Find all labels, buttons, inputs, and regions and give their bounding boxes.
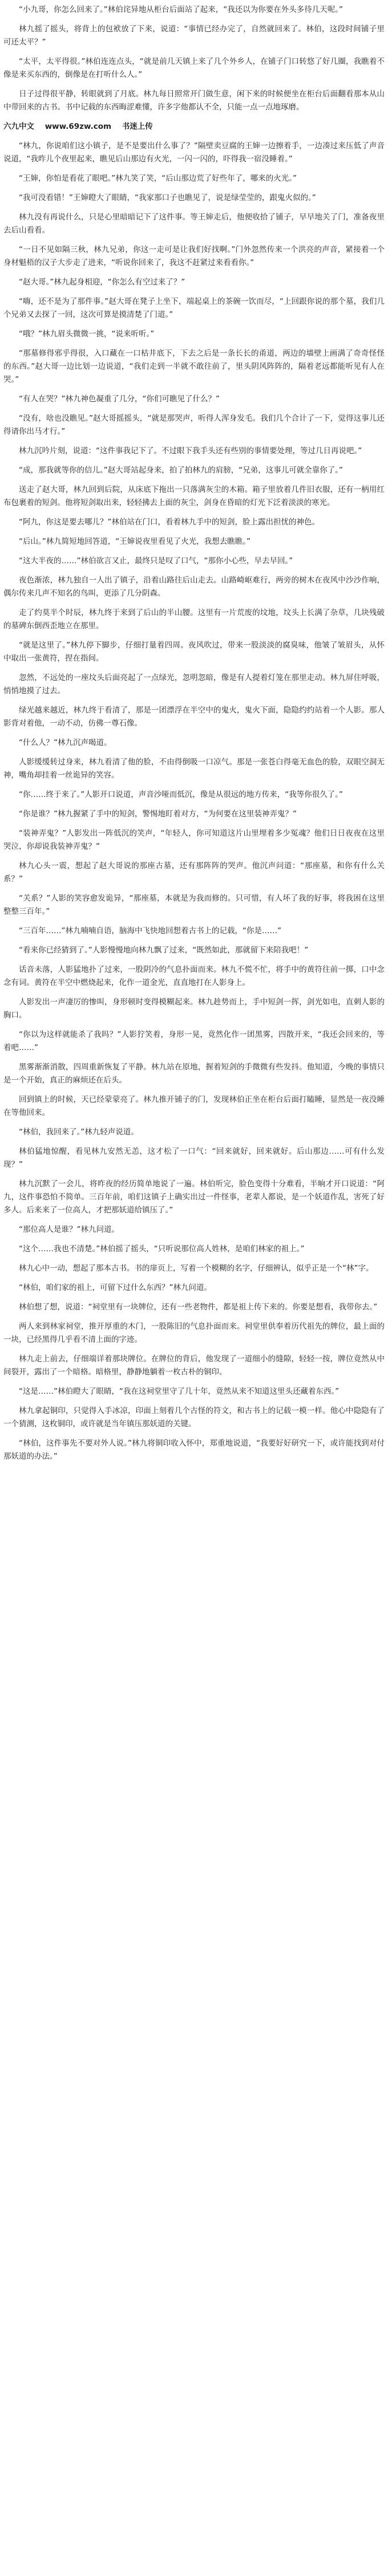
- paragraph: 日子过得很平静，转眼就到了月底。林九每日照常开门做生意，闲下来的时候便坐在柜台后面翻看那本从山中带回来的古书。书中记载的东西晦涩难懂，许多字他都认不全，只能一点一点地琢磨。: [3, 89, 385, 112]
- paragraph: “看来你已经猜到了。”人影慢慢地向林九飘了过来，“既然如此，那就留下来陪我吧！”: [19, 946, 309, 955]
- paragraph: 林九没有再说什么，只是心里暗暗记下了这件事。等王婶走后，他便收拾了铺子，早早地关了门，准备夜里去后山看看。: [3, 213, 385, 235]
- paragraph: “那墓修得邪乎得很，入口藏在一口枯井底下，下去之后是一条长长的甬道，两边的墙壁上画满了奇奇怪怪的东西。”赵大哥一边比划一边说道，“我们走到一半就不敢往前了，里头阴风阵阵的，隔着老远都能听见有人在哭。”: [3, 349, 385, 384]
- paragraph: “林九，你说咱们这小镇子，是不是要出什么事了？”隔壁卖豆腐的王婶一边擦着手，一边凑过来压低了声音说道，“我昨儿个夜里起来，瞧见后山那边有火光，一闪一闪的，吓得我一宿没睡着。”: [3, 141, 385, 164]
- paragraph: 林伯想了想，说道：“祠堂里有一块牌位，还有一些老物件，都是祖上传下来的。你要是想看，我带你去。”: [19, 1303, 378, 1312]
- paragraph: 林九沉吟片刻，说道：“这件事我记下了。不过眼下我手头还有些别的事情要处理，等过几日再说吧。”: [19, 446, 362, 455]
- paragraph: 忽然，不远处的一座坟头后面亮起了一点绿光，忽明忽暗，像是有人提着灯笼在那里走动。林九屏住呼吸，悄悄地摸了过去。: [3, 673, 385, 695]
- paragraph: “我可没看错！”王婶瞪大了眼睛，“我家那口子也瞧见了，说是绿莹莹的，跟鬼火似的。”: [19, 193, 316, 202]
- paragraph: “你……终于来了。”人影开口说道，声音沙哑而低沉，像是从很远的地方传来，“我等你很久了。”: [19, 790, 343, 799]
- paragraph: 走了约莫半个时辰，林九终于来到了后山的半山腰。这里有一片荒废的坟地，坟头上长满了杂草，几块残破的墓碑东倒西歪地立在那里。: [3, 608, 385, 630]
- paragraph: “装神弄鬼？”人影发出一阵低沉的笑声，“年轻人，你可知道这片山里埋着多少冤魂？他们日日夜夜在这里哭泣，你却说我装神弄鬼？”: [3, 829, 385, 851]
- paragraph: “有人在哭？”林九神色凝重了几分，“你们可瞧见了什么？”: [19, 394, 220, 404]
- paragraph: “林伯，我回来了。”林九轻声说道。: [19, 1128, 139, 1137]
- paragraph: “这是……”林伯瞪大了眼睛，“我在这祠堂里守了几十年，竟然从来不知道这里头还藏着东西。”: [19, 1387, 340, 1396]
- paragraph: 林九拿起铜印，只觉得入手冰凉，印面上刻着几个古怪的符文，和古书上的记载一模一样。他心中隐隐有了一个猜测，这枚铜印，或许就是当年镇压那妖道的关键。: [3, 1406, 385, 1429]
- paragraph: “哦？”林九眉头微微一挑，“说来听听。”: [19, 329, 155, 339]
- paragraph: 林伯猛地惊醒，看见林九安然无恙，这才松了一口气：“回来就好，回来就好。后山那边……可有什么发现？”: [3, 1147, 385, 1169]
- paragraph: “林伯，咱们家的祖上，可留下过什么东西？”林九问道。: [19, 1283, 212, 1292]
- paragraph: “小九哥，你怎么回来了。”林伯诧异地从柜台后面站了起来，“我还以为你要在外头多待几天呢。”: [19, 5, 343, 14]
- paragraph: 送走了赵大哥，林九回到后院，从床底下拖出一只落满灰尘的木箱。箱子里放着几件旧衣服，还有一柄用红布包裹着的短剑。他将短剑取出来，轻轻拂去上面的灰尘，剑身在昏暗的灯光下泛着淡淡的寒光。: [3, 485, 385, 507]
- paragraph: “这个……我也不清楚。”林伯摇了摇头，“只听说那位高人姓林，是咱们林家的祖上。”: [19, 1244, 305, 1254]
- paragraph: 人影发出一声凄厉的惨叫，身形顿时变得模糊起来。林九趁势而上，手中短剑一挥，剑光如电，直刺人影的胸口。: [3, 998, 385, 1020]
- paragraph: “阿九，你这是要去哪儿？”林伯站在门口，看着林九手中的短剑，脸上露出担忧的神色。: [19, 518, 320, 527]
- paragraph: “王婶，你怕是看花了眼吧。”林九笑了笑，“后山那边荒了好些年了，哪来的火光。”: [19, 174, 297, 183]
- site-url: www.69zw.com: [45, 122, 112, 131]
- paragraph: “赵大哥。”林九起身相迎，“你怎么有空过来了？”: [19, 278, 185, 287]
- paragraph: “就是这里了。”林九停下脚步，仔细打量着四周。夜风吹过，带来一股淡淡的腐臭味，他皱了皱眉头，从怀中取出一张黄符，捏在指间。: [3, 641, 385, 663]
- paragraph: “关系？”人影的笑容愈发诡异，“那座墓，本就是为我而修的。只可惜，有人坏了我的好事，将我困在这里整整三百年。”: [3, 894, 385, 916]
- site-name: 六九中文: [3, 122, 34, 131]
- paragraph: 绿光越来越近，林九终于看清了，那是一团漂浮在半空中的鬼火，鬼火下面，隐隐约约站着一个人影。那人影背对着他，一动不动，仿佛一尊石像。: [3, 706, 385, 728]
- paragraph: “你以为这样就能杀了我吗？”人影狞笑着，身形一晃，竟然化作一团黑雾，四散开来，“我还会回来的，等着吧……”: [3, 1030, 385, 1052]
- paragraph: 林九心头一震，想起了赵大哥说的那座古墓，还有那阵阵的哭声。他沉声问道：“那座墓，和你有什么关系？”: [3, 861, 385, 884]
- article-body-top: [3, 3, 385, 114]
- article-body-main: [3, 140, 385, 1463]
- paragraph: “那位高人是谁？”林九问道。: [19, 1225, 119, 1234]
- paragraph: 林九心中一动，想起了那本古书。书的扉页上，写着一个模糊的名字，仔细辨认，似乎正是一个“林”字。: [19, 1264, 374, 1273]
- source-banner: [3, 120, 385, 133]
- paragraph: “成，那我就等你的信儿。”赵大哥站起身来，拍了拍林九的肩膀，“兄弟，这事儿可就全靠你了。”: [19, 466, 343, 475]
- paragraph: “你是谁？”林九握紧了手中的短剑，警惕地盯着对方，“为何要在这里装神弄鬼？”: [19, 809, 297, 819]
- paragraph: “林伯，这件事先不要对外人说。”林九将铜印收入怀中，郑重地说道，“我要好好研究一下，或许能找到对付那妖道的办法。”: [3, 1439, 385, 1461]
- paragraph: 回到镇上的时候，天已经蒙蒙亮了。林九推开铺子的门，发现林伯正坐在柜台后面打瞌睡，显然是一夜没睡在等他回来。: [3, 1095, 385, 1117]
- site-tagline: 书迷上传: [122, 122, 153, 131]
- paragraph: 林九摇了摇头，将背上的包袱放了下来，说道：“事情已经办完了，自然就回来了。林伯，这段时间铺子里可还太平？”: [3, 25, 385, 47]
- paragraph: “一日不见如隔三秋，林九兄弟，你这一走可是让我们好找啊。”门外忽然传来一个洪亮的声音，紧接着一个身材魁梧的汉子大步走了进来，“听说你回来了，我这不赶紧过来看看你。”: [3, 245, 385, 267]
- paragraph: 林九沉默了一会儿，将昨夜的经历简单地说了一遍。林伯听完，脸色变得十分难看，半晌才开口说道：“阿九，这件事恐怕不简单。三百年前，咱们这镇子上确实出过一件怪事，老辈人都说，是一个妖道作乱，害死了好多人。后来来了一位高人，才把那妖道给镇压了。”: [3, 1179, 385, 1215]
- paragraph: 两人来到林家祠堂，推开厚重的木门，一股陈旧的气息扑面而来。祠堂里供奉着历代祖先的牌位，最上面的一块，已经黑得几乎看不清上面的字迹。: [3, 1322, 385, 1344]
- paragraph: 黑雾渐渐消散，四周重新恢复了平静。林九站在原地，握着短剑的手微微有些发抖。他知道，今晚的事情只是一个开始，真正的麻烦还在后头。: [3, 1063, 385, 1085]
- paragraph: 林九走上前去，仔细端详着那块牌位。在牌位的背后，他发现了一道细小的缝隙，轻轻一按，牌位竟然从中间裂开，露出了一个暗格。暗格里，静静地躺着一枚古朴的铜印。: [3, 1354, 385, 1377]
- paragraph: 人影缓缓转过身来，林九看清了他的脸，不由得倒吸一口凉气。那是一张苍白得毫无血色的脸，双眼空洞无神，嘴角却挂着一丝诡异的笑容。: [3, 758, 385, 780]
- paragraph: “后山。”林九简短地回答道，“王婶说夜里看见了火光，我想去瞧瞧。”: [19, 537, 250, 546]
- paragraph: 话音未落，人影猛地扑了过来，一股阴冷的气息扑面而来。林九不慌不忙，将手中的黄符往前一掷，口中念念有词。黄符在半空中燃烧起来，化作一道金光，直直地打在人影身上。: [3, 965, 385, 987]
- paragraph: “什么人？”林九沉声喝道。: [19, 738, 112, 747]
- paragraph: 夜色渐浓，林九独自一人出了镇子，沿着山路往后山走去。山路崎岖难行，两旁的树木在夜风中沙沙作响，偶尔传来几声不知名的鸟叫，更添了几分阴森。: [3, 576, 385, 598]
- paragraph: “三百年……”林九喃喃自语，脑海中飞快地回想着古书上的记载，“你是……”: [19, 926, 281, 935]
- paragraph: “没有，啥也没瞧见。”赵大哥摇摇头，“就是那哭声，听得人浑身发毛。我们几个合计了一下，觉得这事儿还得请你出马才行。”: [3, 414, 385, 436]
- paragraph: “太平，太平得很。”林伯连连点头，“就是前几天镇上来了几个外乡人，在铺子门口转悠了好几圈，我瞧着不像是来买东西的，倒像是在打听什么人。”: [3, 57, 385, 79]
- paragraph: “这大半夜的……”林伯欲言又止，最终只是叹了口气，“那你小心些，早去早回。”: [19, 556, 293, 565]
- paragraph: “嗨，还不是为了那件事。”赵大哥在凳子上坐下，端起桌上的茶碗一饮而尽，“上回跟你说的那个墓，我们几个兄弟又去探了一回，这次可算是摸清楚了门道。”: [3, 297, 385, 319]
